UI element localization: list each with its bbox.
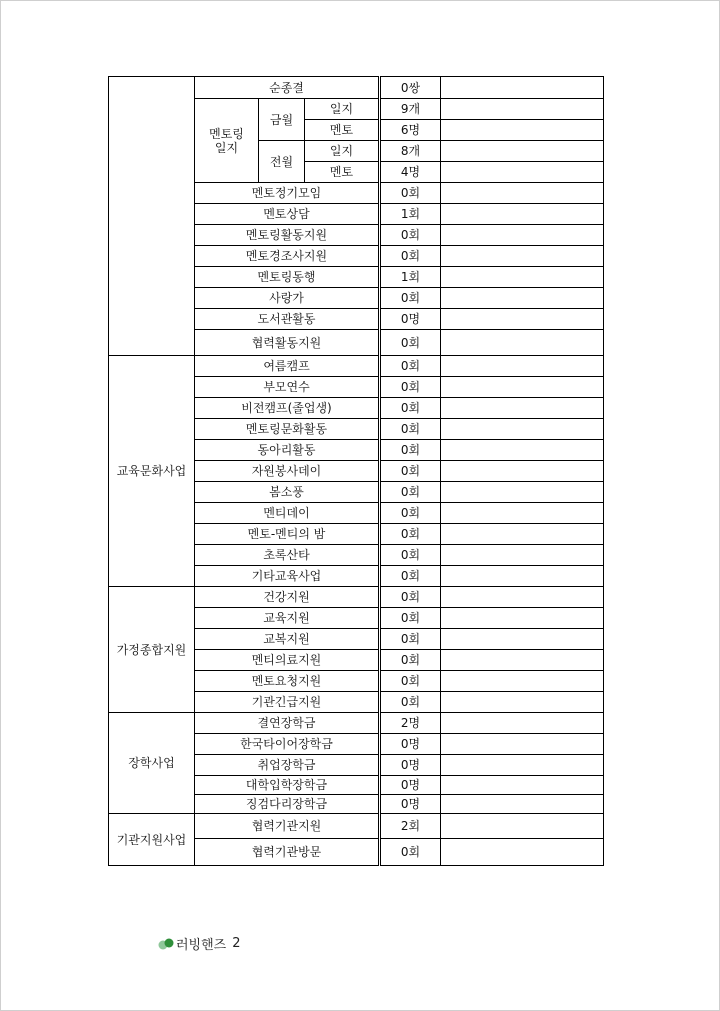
item-cell: 부모연수 (195, 377, 380, 398)
item-cell: 협력기관지원 (195, 814, 380, 839)
item-cell: 멘토상담 (195, 204, 380, 225)
value-cell: 0회 (380, 671, 441, 692)
item-cell: 동아리활동 (195, 440, 380, 461)
item-cell: 멘토링동행 (195, 267, 380, 288)
value-cell: 0쌍 (380, 77, 441, 99)
item-cell: 순종결 (195, 77, 380, 99)
value-cell: 8개 (380, 141, 441, 162)
item-cell: 도서관활동 (195, 309, 380, 330)
value-cell: 0명 (380, 734, 441, 755)
note-cell (441, 814, 604, 839)
note-cell (441, 713, 604, 734)
value-cell: 1회 (380, 267, 441, 288)
note-cell (441, 440, 604, 461)
item-cell: 비전캠프(졸업생) (195, 398, 380, 419)
note-cell (441, 356, 604, 377)
item-cell: 일지 (305, 141, 380, 162)
note-cell (441, 461, 604, 482)
item-cell: 멘토경조사지원 (195, 246, 380, 267)
item-cell: 결연장학금 (195, 713, 380, 734)
page-number: 2 (232, 936, 241, 951)
value-cell: 0회 (380, 482, 441, 503)
value-cell: 0회 (380, 377, 441, 398)
item-cell: 멘토정기모임 (195, 183, 380, 204)
item-cell: 대학입학장학금 (195, 776, 380, 795)
note-cell (441, 141, 604, 162)
note-cell (441, 650, 604, 671)
note-cell (441, 120, 604, 141)
value-cell: 0회 (380, 839, 441, 866)
value-cell: 0회 (380, 246, 441, 267)
note-cell (441, 629, 604, 650)
item-cell: 협력기관방문 (195, 839, 380, 866)
note-cell (441, 77, 604, 99)
mentoring-log-label: 멘토링 일지 (195, 99, 259, 183)
item-cell: 멘토 (305, 120, 380, 141)
value-cell: 9개 (380, 99, 441, 120)
value-cell: 0회 (380, 587, 441, 608)
value-cell: 0명 (380, 755, 441, 776)
value-cell: 0회 (380, 356, 441, 377)
value-cell: 0명 (380, 776, 441, 795)
section-label-education-culture: 교육문화사업 (109, 356, 195, 587)
note-cell (441, 839, 604, 866)
item-cell: 징검다리장학금 (195, 795, 380, 814)
item-cell: 교복지원 (195, 629, 380, 650)
value-cell: 0회 (380, 183, 441, 204)
item-cell: 자원봉사데이 (195, 461, 380, 482)
item-cell: 멘토링활동지원 (195, 225, 380, 246)
page-footer (158, 934, 241, 953)
value-cell: 0회 (380, 503, 441, 524)
value-cell: 6명 (380, 120, 441, 141)
item-cell: 일지 (305, 99, 380, 120)
loving-hands-logo-icon (158, 937, 174, 951)
value-cell: 0명 (380, 795, 441, 814)
item-cell: 기관긴급지원 (195, 692, 380, 713)
item-cell: 멘토링문화활동 (195, 419, 380, 440)
section-cell-mentoring (109, 77, 195, 356)
value-cell: 0명 (380, 309, 441, 330)
note-cell (441, 377, 604, 398)
note-cell (441, 587, 604, 608)
note-cell (441, 692, 604, 713)
item-cell: 멘티데이 (195, 503, 380, 524)
item-cell: 사랑가 (195, 288, 380, 309)
item-cell: 멘토 (305, 162, 380, 183)
note-cell (441, 755, 604, 776)
value-cell: 0회 (380, 608, 441, 629)
item-cell: 기타교육사업 (195, 566, 380, 587)
item-cell: 협력활동지원 (195, 330, 380, 356)
value-cell: 0회 (380, 398, 441, 419)
note-cell (441, 99, 604, 120)
section-label-scholarship: 장학사업 (109, 713, 195, 814)
note-cell (441, 671, 604, 692)
note-cell (441, 795, 604, 814)
section-label-family-support: 가정종합지원 (109, 587, 195, 713)
value-cell: 0회 (380, 288, 441, 309)
previous-month-label: 전월 (259, 141, 305, 183)
value-cell: 4명 (380, 162, 441, 183)
value-cell: 2회 (380, 814, 441, 839)
note-cell (441, 566, 604, 587)
item-cell: 취업장학금 (195, 755, 380, 776)
value-cell: 1회 (380, 204, 441, 225)
value-cell: 0회 (380, 461, 441, 482)
note-cell (441, 545, 604, 566)
value-cell: 0회 (380, 330, 441, 356)
value-cell: 0회 (380, 566, 441, 587)
item-cell: 여름캠프 (195, 356, 380, 377)
value-cell: 0회 (380, 225, 441, 246)
value-cell: 2명 (380, 713, 441, 734)
item-cell: 멘토-멘티의 밤 (195, 524, 380, 545)
item-cell: 한국타이어장학금 (195, 734, 380, 755)
note-cell (441, 204, 604, 225)
activity-report-table (108, 76, 604, 866)
brand-name: 러빙핸즈 (176, 938, 227, 953)
value-cell: 0회 (380, 440, 441, 461)
note-cell (441, 183, 604, 204)
note-cell (441, 288, 604, 309)
note-cell (441, 330, 604, 356)
item-cell: 초록산타 (195, 545, 380, 566)
item-cell: 교육지원 (195, 608, 380, 629)
note-cell (441, 419, 604, 440)
value-cell: 0회 (380, 545, 441, 566)
value-cell: 0회 (380, 650, 441, 671)
item-cell: 멘토요청지원 (195, 671, 380, 692)
item-cell: 건강지원 (195, 587, 380, 608)
section-label-agency-support: 기관지원사업 (109, 814, 195, 866)
note-cell (441, 309, 604, 330)
note-cell (441, 482, 604, 503)
note-cell (441, 608, 604, 629)
value-cell: 0회 (380, 692, 441, 713)
current-month-label: 금월 (259, 99, 305, 141)
value-cell: 0회 (380, 629, 441, 650)
value-cell: 0회 (380, 419, 441, 440)
note-cell (441, 162, 604, 183)
note-cell (441, 398, 604, 419)
item-cell: 봄소풍 (195, 482, 380, 503)
note-cell (441, 267, 604, 288)
note-cell (441, 776, 604, 795)
value-cell: 0회 (380, 524, 441, 545)
note-cell (441, 246, 604, 267)
note-cell (441, 503, 604, 524)
item-cell: 멘티의료지원 (195, 650, 380, 671)
note-cell (441, 524, 604, 545)
note-cell (441, 734, 604, 755)
note-cell (441, 225, 604, 246)
